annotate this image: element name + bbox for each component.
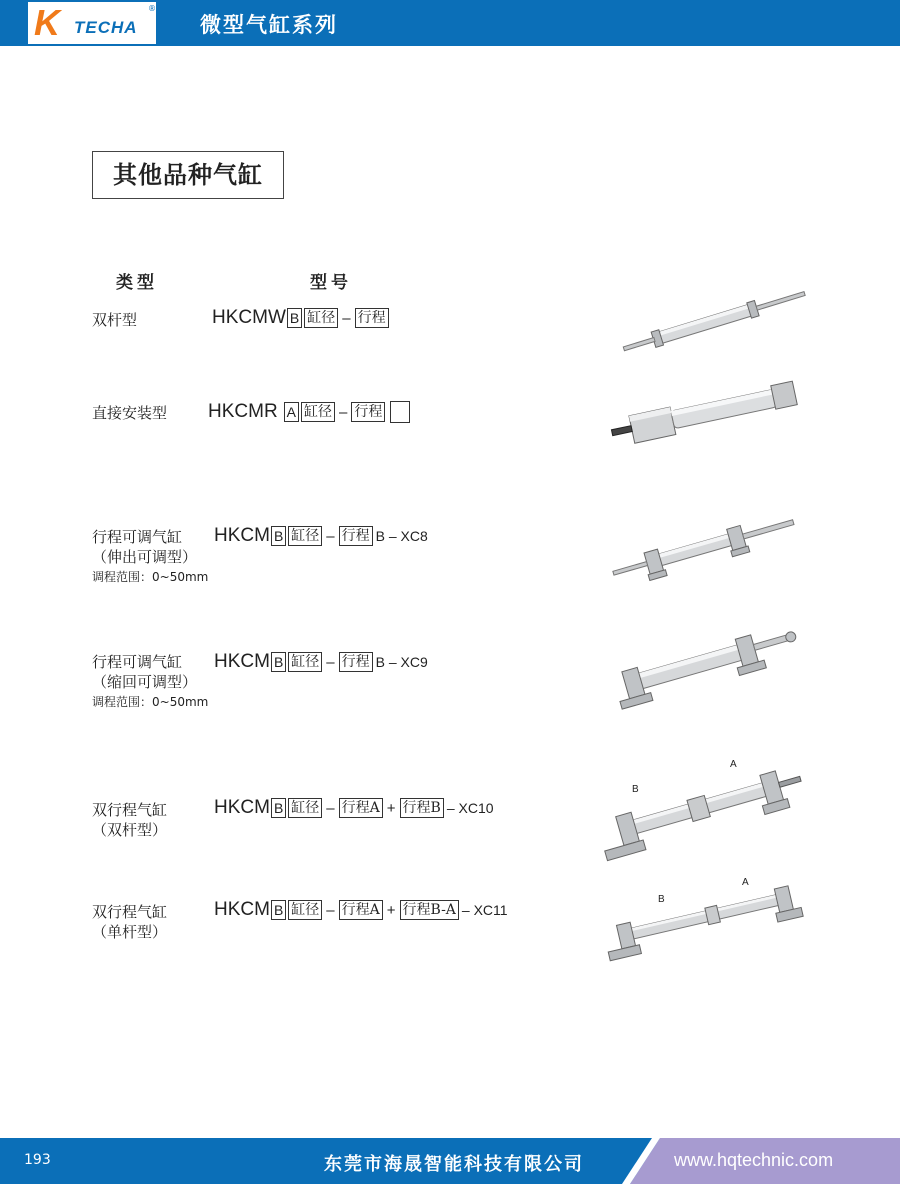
model-box-empty (390, 401, 410, 423)
model-prefix: HKCM (214, 651, 270, 672)
model-box-option: B (287, 308, 302, 328)
model-code (214, 899, 508, 921)
row-type-detail: （单杆型） (92, 923, 168, 941)
column-head-type: 类型 (116, 273, 158, 293)
row-type: 行程可调气缸 (92, 528, 183, 546)
model-suffix: B – XC8 (375, 528, 428, 544)
model-box-option: B (271, 900, 286, 920)
row-type: 行程可调气缸 (92, 653, 183, 671)
header-title: 微型气缸系列 (200, 13, 338, 37)
column-head-model: 型号 (310, 273, 352, 293)
logo-text: TECHA (74, 18, 138, 37)
model-prefix: HKCMW (212, 307, 286, 328)
model-sep: – (326, 901, 335, 919)
model-box-bore: 缸径 (288, 798, 322, 818)
logo-registered: ® (148, 4, 156, 13)
model-box-option: B (271, 652, 286, 672)
model-box-bore: 缸径 (288, 900, 322, 920)
cylinder-image (585, 760, 810, 860)
model-prefix: HKCM (214, 525, 270, 546)
company-name: 东莞市海晟智能科技有限公司 (324, 1154, 584, 1175)
model-box-option: B (271, 526, 286, 546)
model-box-bore: 缸径 (288, 652, 322, 672)
row-type: 直接安装型 (92, 404, 168, 422)
model-sep: – (339, 403, 348, 421)
row-type: 双杆型 (92, 311, 138, 329)
cylinder-label-a: A (742, 877, 749, 888)
row-type: 双行程气缸 (92, 903, 168, 921)
row-type-detail: （缩回可调型） (92, 673, 198, 691)
model-box-option: B (271, 798, 286, 818)
model-sep: – (326, 653, 335, 671)
row-stroke-range: 调程范围：0~50mm (92, 695, 209, 709)
model-box-bore: 缸径 (304, 308, 338, 328)
model-box-stroke: 行程 (339, 526, 373, 546)
cylinder-image (595, 878, 810, 958)
cylinder-image (595, 620, 805, 710)
model-code (212, 307, 390, 329)
logo (28, 2, 156, 44)
logo-k-mark: K (34, 2, 60, 43)
model-code (214, 525, 428, 547)
row-type: 双行程气缸 (92, 801, 168, 819)
model-sep: – (342, 309, 351, 327)
section-title: 其他品种气缸 (92, 151, 284, 199)
cylinder-image (615, 285, 815, 360)
model-box-bore: 缸径 (288, 526, 322, 546)
cylinder-label-b: B (658, 894, 665, 905)
model-code (214, 797, 494, 819)
model-box-stroke-b: 行程B (400, 798, 444, 818)
model-box-stroke: 行程 (339, 652, 373, 672)
cylinder-image (605, 510, 805, 585)
model-box-stroke-a: 行程A (339, 900, 383, 920)
model-box-stroke-a: 行程A (339, 798, 383, 818)
model-prefix: HKCMR (208, 401, 278, 422)
footer-bar (0, 1138, 900, 1184)
model-suffix: B – XC9 (375, 654, 428, 670)
model-box-stroke-b-a: 行程B-A (400, 900, 459, 920)
page-number: 193 (24, 1152, 51, 1168)
model-plus: + (386, 901, 396, 919)
model-box-stroke: 行程 (351, 402, 385, 422)
model-suffix: – XC10 (446, 800, 494, 816)
model-prefix: HKCM (214, 899, 270, 920)
cylinder-label-b: B (632, 784, 639, 795)
row-type-detail: （双杆型） (92, 821, 168, 839)
model-code (214, 651, 428, 673)
model-prefix: HKCM (214, 797, 270, 818)
cylinder-label-a: A (730, 759, 737, 770)
row-type-detail: （伸出可调型） (92, 548, 198, 566)
row-stroke-range: 调程范围：0~50mm (92, 570, 209, 584)
model-code (208, 401, 410, 423)
cylinder-image (605, 378, 805, 448)
website-link[interactable]: www.hqtechnic.com (674, 1150, 834, 1170)
header-bar (0, 0, 900, 46)
model-box-bore: 缸径 (301, 402, 335, 422)
model-box-stroke: 行程 (355, 308, 389, 328)
model-sep: – (326, 527, 335, 545)
model-box-option: A (284, 402, 299, 422)
model-suffix: – XC11 (461, 902, 508, 918)
model-sep: – (326, 799, 335, 817)
model-plus: + (386, 799, 396, 817)
